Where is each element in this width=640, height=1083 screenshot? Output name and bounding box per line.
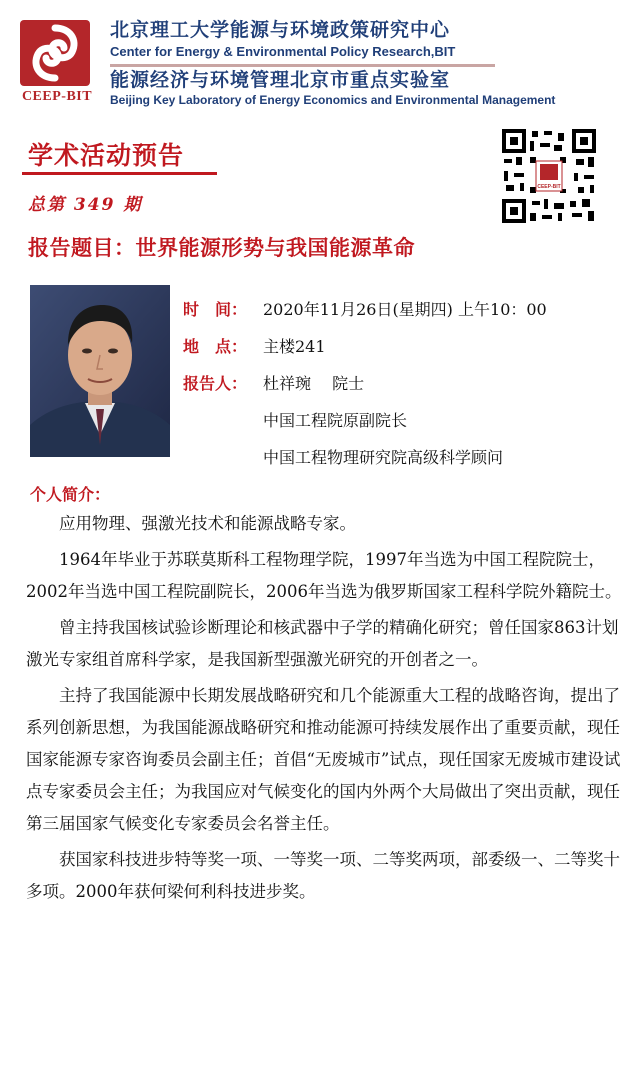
time-value: 2020年11月26日(星期四) 上午10：00 <box>263 300 547 319</box>
speaker-row <box>183 364 623 401</box>
place-row <box>183 327 623 364</box>
speaker-title-2: 中国工程物理研究院高级科学顾问 <box>263 448 504 467</box>
time-label: 时 间： <box>183 300 248 319</box>
qr-center-text: CEEP-BIT <box>537 184 561 190</box>
speaker-name: 杜祥琬 院士 <box>263 374 365 393</box>
speaker-title-row <box>183 401 623 438</box>
speaker-title-1: 中国工程院原副院长 <box>263 411 408 430</box>
issue-number: 总第 349 期 <box>28 195 143 215</box>
lab-name-cn: 能源经济与环境管理北京市重点实验室 <box>110 69 451 91</box>
ceep-bit-logo <box>12 16 98 108</box>
heading-underline <box>22 172 217 175</box>
bio-text <box>26 508 628 912</box>
bio-paragraph: 获国家科技进步特等奖一项、一等奖一项、二等奖两项，部委级一、二等奖十多项。2000年获何梁何利科技进步奖。 <box>26 850 620 901</box>
swirl-logo-icon <box>20 20 90 86</box>
announcement-heading: 学术活动预告 <box>28 141 185 170</box>
org-name-cn: 北京理工大学能源与环境政策研究中心 <box>110 19 451 41</box>
lab-name-en: Beijing Key Laboratory of Energy Economics and Environmental Management <box>110 93 556 107</box>
speaker-label: 报告人： <box>183 374 248 393</box>
bio-paragraph: 1964年毕业于苏联莫斯科工程物理学院，1997年当选为中国工程院院士，2002年当选中国工程院副院长，2006年当选为俄罗斯国家工程科学院外籍院士。 <box>26 550 622 601</box>
event-info <box>183 290 623 475</box>
place-label: 地 点： <box>183 337 248 356</box>
bio-paragraph: 曾主持我国核试验诊断理论和核武器中子学的精确化研究；曾任国家863计划激光专家组首席科学家，是我国新型强激光研究的开创者之一。 <box>26 618 619 669</box>
report-title: 报告题目：世界能源形势与我国能源革命 <box>28 235 415 260</box>
header-divider <box>110 64 495 67</box>
organization-block <box>110 18 630 62</box>
bio-heading: 个人简介： <box>30 485 111 504</box>
logo-text: CEEP-BIT <box>21 89 93 104</box>
time-row <box>183 290 623 327</box>
speaker-title-row <box>183 438 623 475</box>
bio-paragraph: 应用物理、强激光技术和能源战略专家。 <box>59 514 356 533</box>
org-name-en: Center for Energy & Environmental Policy Research,BIT <box>110 44 456 59</box>
place-value: 主楼241 <box>263 337 326 356</box>
bio-paragraph: 主持了我国能源中长期发展战略研究和几个能源重大工程的战略咨询，提出了系列创新思想，为我国能源战略研究和推动能源可持续发展作出了重要贡献，现任国家能源专家咨询委员会副主任；首倡“无废城市”试点，现任国家无废城市建设试点专家委员会主任；为我国应对气候变化的国内外两个大局做出了突出贡献，现任第三届国家气候变化专家委员会名誉主任。 <box>26 686 621 833</box>
qr-code-icon <box>500 127 598 225</box>
speaker-photo <box>30 285 170 457</box>
